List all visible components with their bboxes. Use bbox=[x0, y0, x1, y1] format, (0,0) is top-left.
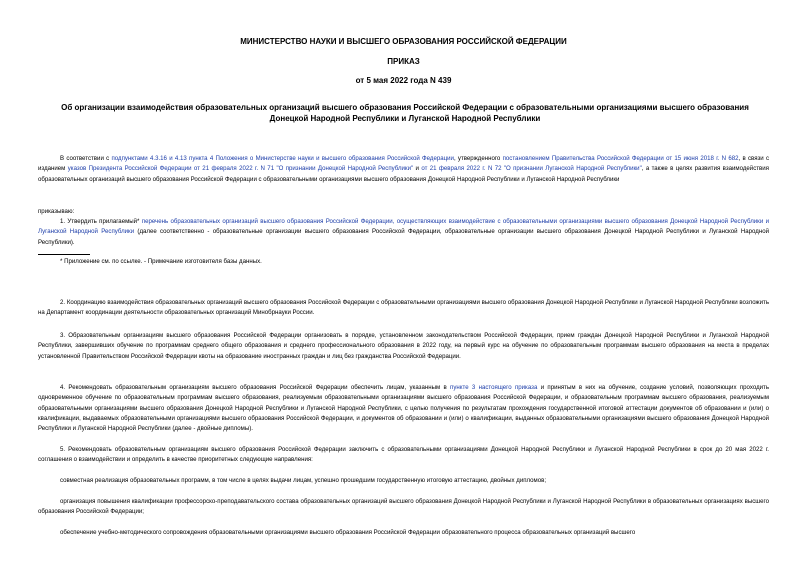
item-2-text: 2. Координацию взаимодействия образовательных организаций высшего образования Российской Федерации с образовательными организациями высшего образования Донецкой Народной Республики и Луганской Народной Республики возложить на Департамент координации деятельности образовательных организаций Минобрнауки России. bbox=[38, 299, 769, 317]
direction-1-paragraph bbox=[38, 476, 769, 486]
direction-2-text: организация повышения квалификации профессорско-преподавательского состава образовательных организаций высшего образования Донецкой Народной Республики и Луганской Народной Республики в образовательных организациях высшего образования Российской Федерации; bbox=[38, 498, 769, 516]
link-decree-71[interactable]: указов Президента Российской Федерации от 21 февраля 2022 г. N 71 "О признании Донецкой Народной Республики" bbox=[67, 165, 414, 173]
footnote bbox=[38, 257, 769, 267]
orders-label: приказываю: bbox=[38, 208, 75, 215]
item-5-paragraph bbox=[38, 445, 769, 466]
document-type: ПРИКАЗ bbox=[387, 57, 420, 66]
footnote-text: * Приложение см. по ссылке. - Примечание изготовителя базы данных. bbox=[60, 258, 262, 265]
footnote-divider bbox=[38, 254, 90, 255]
item-4-text-2: и принятым в них на обучение, создание условий, позволяющих проходить одновременное обучение по образовательным программам высшего образования, реализуемым образовательными организациями высшего образования Российской Федерации, и образовательным программам высшего образования, реализуемым образовательными организациями высшего образования Донецкой Народной Республики и Луганской Народной Республики, с целью получения по результатам прохождения государственной итоговой аттестации документов об образовании и (или) о квалификации, выдаваемых образовательными организациями высшего образования Российской Федерации, и документов об образовании и (или) о квалификации, выданных образовательными организациями высшего образования Донецкой Народной Республики и Луганской Народной Республики (далее - двойные дипломы). bbox=[38, 384, 769, 433]
link-decree-72[interactable]: от 21 февраля 2022 г. N 72 "О признании Луганской Народной Республики" bbox=[421, 165, 642, 173]
link-organizations-list[interactable]: перечень образовательных организаций высшего образования Российской Федерации, осуществляющих взаимодействие с образовательными организациями высшего образования Донецкой Народной Республики и Луганской Народной Республики bbox=[38, 218, 769, 236]
preamble-text-4: и bbox=[413, 165, 422, 173]
preamble-text-1: В соответствии с bbox=[60, 155, 112, 162]
document-date-number: от 5 мая 2022 года N 439 bbox=[355, 76, 452, 85]
preamble-text-5: , а также в целях развития взаимодействия образовательных организаций высшего образования Российской Федерации с образовательными организациями высшего образования Донецкой Народной Республики и Луганской Народной Республики bbox=[38, 165, 769, 183]
item-1-text-2: (далее соответственно - образовательные организации высшего образования Российской Федерации, образовательные организации высшего образования Донецкой Народной Республики и Луганской Народной Республики). bbox=[38, 228, 769, 246]
document-title: Об организации взаимодействия образовательных организаций высшего образования Российской Федерации с образовательными организациями высшего образования Донецкой Народной Республики и Луганской Народной Республики bbox=[61, 103, 749, 123]
item-3-paragraph bbox=[38, 331, 769, 362]
link-item-3[interactable]: пункте 3 настоящего приказа bbox=[450, 384, 538, 391]
item-4-paragraph bbox=[38, 383, 769, 434]
direction-2-paragraph bbox=[38, 497, 769, 518]
preamble-text-3: , в связи с изданием bbox=[38, 155, 770, 173]
ministry-heading: МИНИСТЕРСТВО НАУКИ И ВЫСШЕГО ОБРАЗОВАНИЯ РОССИЙСКОЙ ФЕДЕРАЦИИ bbox=[240, 37, 567, 46]
link-government-resolution[interactable]: постановлением Правительства Российской Федерации от 15 июня 2018 г. N 682 bbox=[502, 155, 739, 162]
preamble-text-2: , утвержденного bbox=[453, 155, 503, 162]
item-4-text-1: 4. Рекомендовать образовательным организациям высшего образования Российской Федерации обеспечить лицам, указанным в bbox=[60, 384, 451, 391]
direction-3-paragraph bbox=[38, 528, 769, 538]
direction-1-text: совместная реализация образовательных программ, в том числе в целях выдачи лицам, успешно прошедшим государственную итоговую аттестацию, двойных дипломов; bbox=[60, 477, 547, 484]
item-1-paragraph bbox=[38, 217, 769, 248]
preamble-paragraph bbox=[38, 154, 769, 185]
link-regulation-subitems[interactable]: подпунктами 4.3.16 и 4.13 пункта 4 Положения о Министерстве науки и высшего образования Российской Федерации bbox=[111, 155, 454, 162]
item-1-text-1: 1. Утвердить прилагаемый* bbox=[60, 218, 142, 225]
direction-3-text: обеспечение учебно-методического сопровождения образовательными организациями высшего образования Российской Федерации образовательного процесса образовательных организаций высшего bbox=[60, 529, 636, 536]
item-5-text: 5. Рекомендовать образовательным организациям высшего образования Российской Федерации заключить с образовательными организациями Донецкой Народной Республики и Луганской Народной Республики в срок до 20 мая 2022 г. соглашения о взаимодействии и определить в качестве приоритетных следующие направления: bbox=[38, 446, 769, 464]
item-3-text: 3. Образовательным организациям высшего образования Российской Федерации организовать в порядке, установленном законодательством Российской Федерации, прием граждан Донецкой Народной Республики и Луганской Народной Республики, завершивших обучение по программам среднего общего образования и среднего профессионального образования в 2022 году, на первый курс на обучение по образовательным программам высшего образования на места в пределах установленной Правительством Российской Федерации квоты на образование иностранных граждан и лиц без гражданства Российской Федерации. bbox=[38, 332, 769, 360]
item-2-paragraph bbox=[38, 298, 769, 319]
